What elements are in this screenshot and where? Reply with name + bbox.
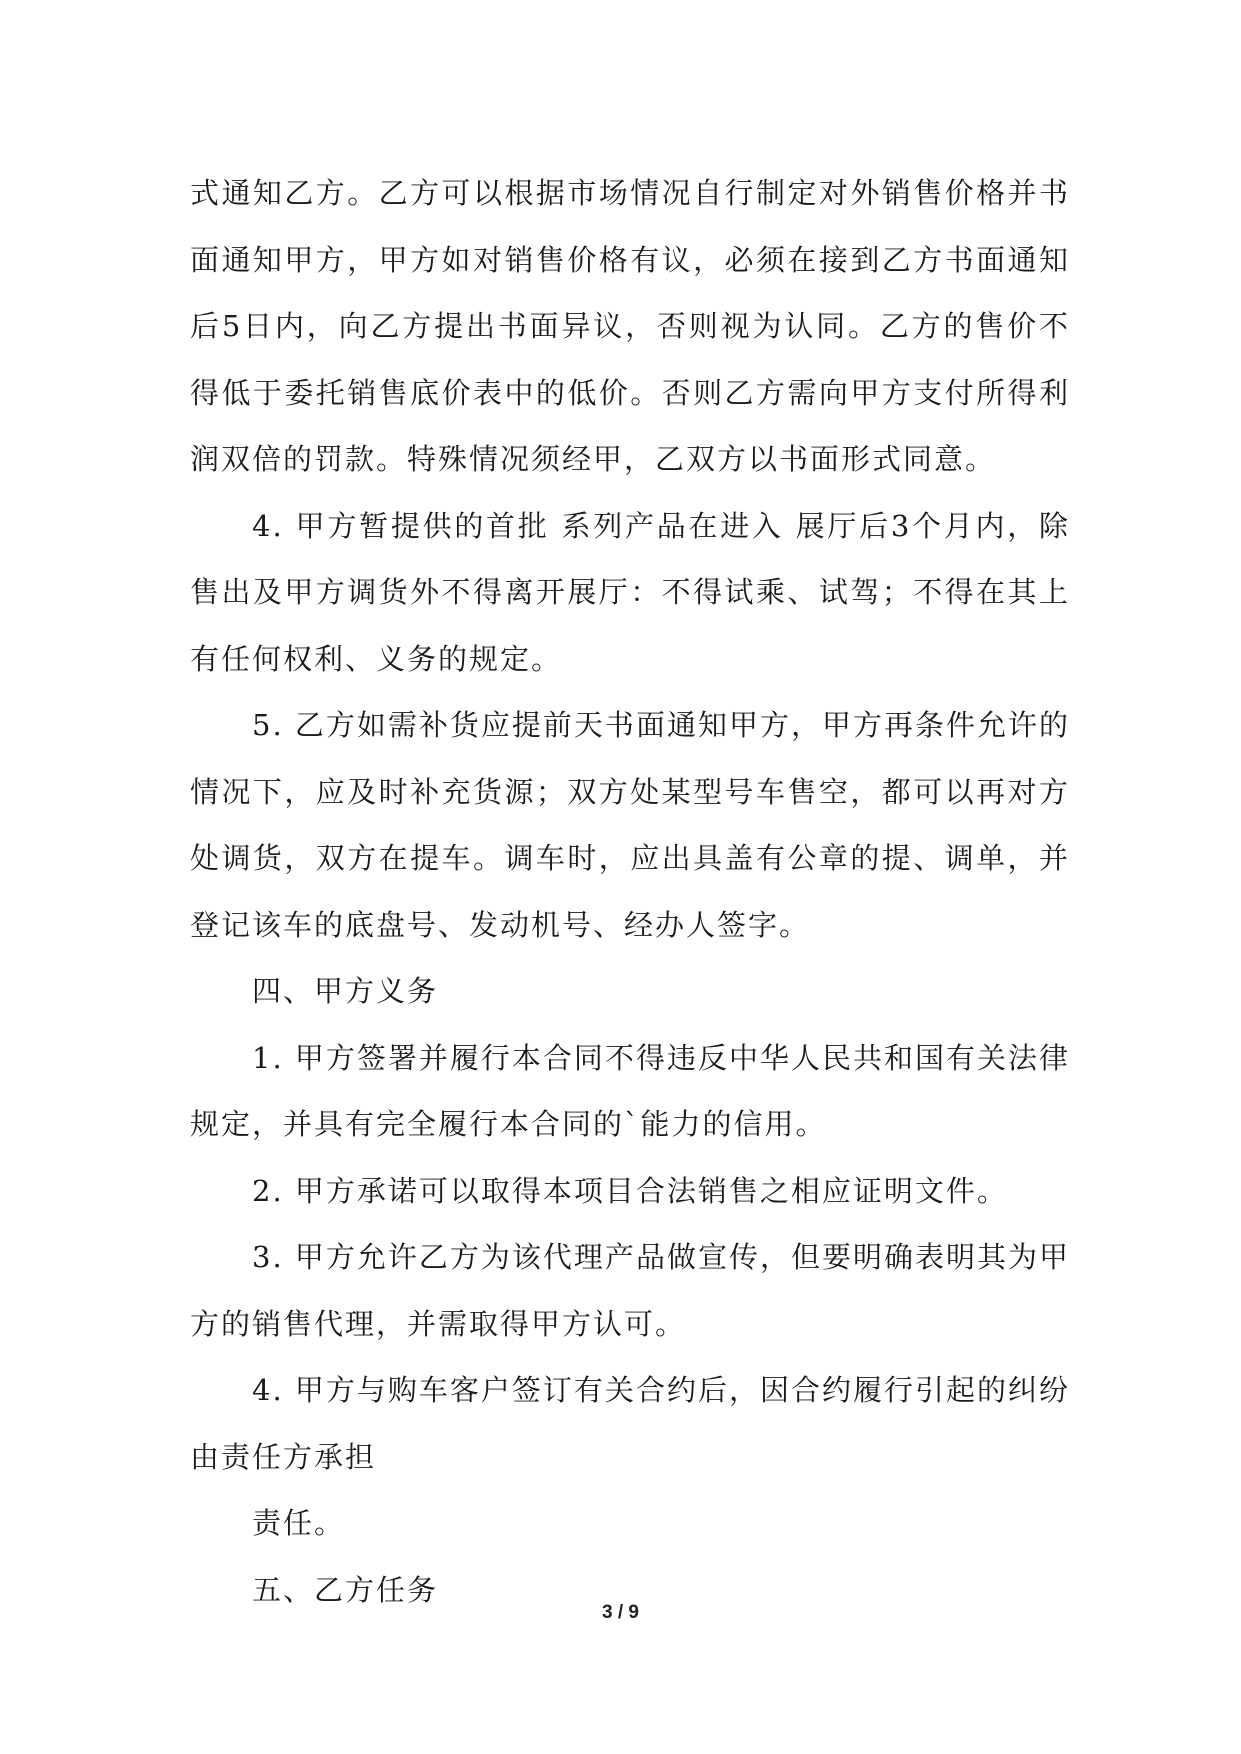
paragraph-item-5-restock: 5. 乙方如需补货应提前天书面通知甲方，甲方再条件允许的情况下，应及时补充货源；双方处某型号车售空，都可以再对方处调货，双方在提车。调车时，应出具盖有公章的提、调单，并登记该车的底盘号、发动机号、经办人签字。 [190, 708, 1070, 942]
paragraph-obligation-2: 2. 甲方承诺可以取得本项目合法销售之相应证明文件。 [252, 1173, 1008, 1208]
section-heading-party-a-obligations: 四、甲方义务 [252, 974, 439, 1008]
paragraph-item-4-showroom: 4. 甲方暂提供的首批 系列产品在进入 展厅后3个月内，除售出及甲方调货外不得离开展厅：不得试乘、试驾；不得在其上有任何权利、义务的规定。 [190, 508, 1070, 676]
section-heading-party-b-tasks: 五、乙方任务 [252, 1572, 439, 1607]
paragraph-obligation-3: 3. 甲方允许乙方为该代理产品做宣传，但要明确表明其为甲方的销售代理，并需取得甲方认可。 [190, 1240, 1070, 1341]
paragraph-obligation-4-continued: 责任。 [252, 1506, 346, 1540]
paragraph-pricing: 式通知乙方。乙方可以根据市场情况自行制定对外销售价格并书面通知甲方，甲方如对销售价格有议，必须在接到乙方书面通知后5日内，向乙方提出书面异议，否则视为认同。乙方的售价不得低于委托销售底价表中的低价。否则乙方需向甲方支付所得利润双倍的罚款。特殊情况须经甲，乙双方以书面形式同意。 [190, 176, 1070, 476]
paragraph-obligation-4: 4. 甲方与购车客户签订有关合约后，因合约履行引起的纠纷由责任方承担 [190, 1373, 1070, 1474]
paragraph-obligation-1: 1. 甲方签署并履行本合同不得违反中华人民共和国有关法律规定，并具有完全履行本合同的`能力的信用。 [190, 1040, 1070, 1141]
page-number: 3 / 9 [602, 1602, 639, 1623]
document-body [190, 160, 1070, 1623]
